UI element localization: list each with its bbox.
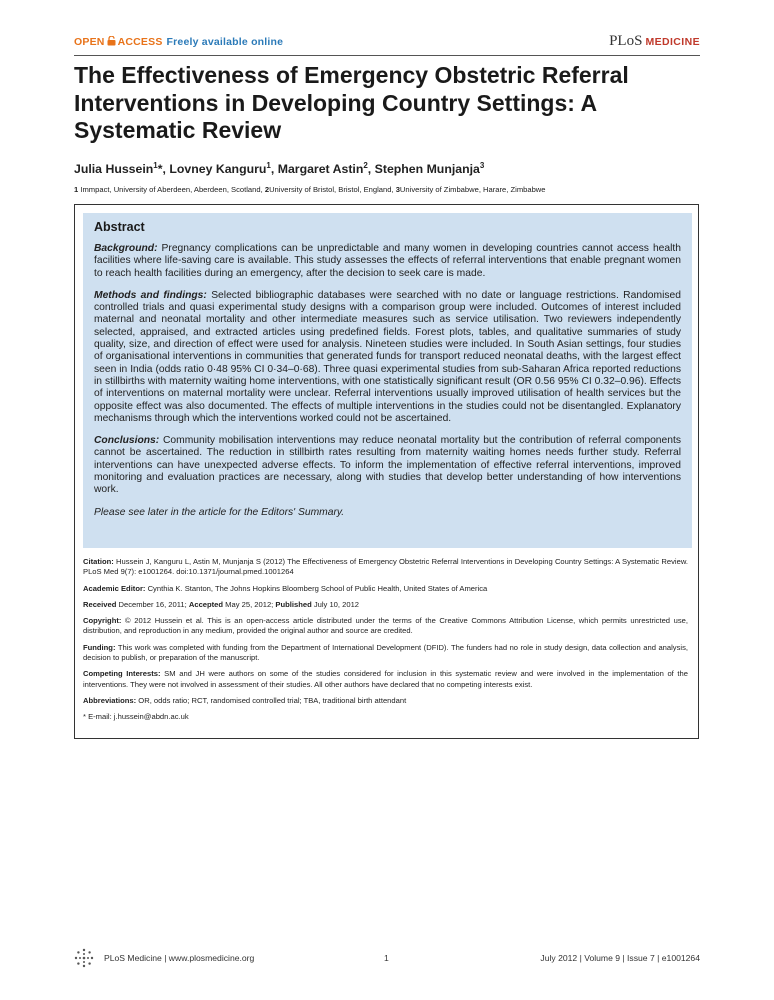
citation: Citation: Hussein J, Kanguru L, Astin M, Munjanja S (2012) The Effectiveness of Emergency Obstetric Referral Interventions in Developing Country Settings: A Systematic Review. PLoS Med 9(7): e1001264. doi:10.1371/journal.pmed.1001264: [83, 557, 688, 577]
abstract-methods: Methods and findings: Selected bibliographic databases were searched with no date or language restrictions. Randomised controlled trials and quasi experimental study designs with a comparison group were included. Outcomes of interest included maternal and neonatal mortality and other intermediate measures such as service utilisation. Two reviewers independently selected, appraised, and extracted articles using predefined fields. Forest plots, tables, and qualitative summaries of study quality, size, and direction of effect were used for analysis. Nineteen studies were included. In South Asian settings, four studies of organisational interventions in communities that generated funds for transport reduced neonatal deaths, with the largest effect seen in India (odds ratio 0·48 95% CI 0·34–0·68). Three quasi experimental studies from sub-Saharan Africa reported reductions in stillbirths with maternity waiting home interventions, with one statistically significant result (OR 0.56 95% CI 0.32–0.96). Effects of interventions on maternal mortality were unclear. Referral interventions usually improved utilisation of health services but the opposite effect was also documented. The effects of multiple interventions in the studies could not be disentangled. Explanatory mechanisms through which the interventions worked could not be ascertained.: [94, 289, 681, 424]
journal-plos: PLoS: [609, 33, 643, 49]
page-footer: [74, 948, 700, 968]
academic-editor: Academic Editor: Cynthia K. Stanton, The Johns Hopkins Bloomberg School of Public Health, United States of America: [83, 583, 488, 593]
footer-issue: July 2012 | Volume 9 | Issue 7 | e1001264: [540, 953, 700, 963]
author-3: Margaret Astin$^2$,: [277, 161, 375, 177]
abstract-box: [83, 213, 692, 548]
freely-available-text: Freely available online: [166, 36, 284, 48]
open-lock-icon: [107, 36, 116, 46]
editors-summary-note: Please see later in the article for the Editors' Summary.: [94, 506, 345, 518]
dates: Received December 16, 2011; Accepted May 25, 2012; Published July 10, 2012: [83, 599, 360, 609]
competing-interests: Competing Interests: SM and JH were authors on some of the studies considered for inclusion in this systematic review and were involved in the implementation of the interventions. They were not involved in assessment of their studies. All other authors have declared that no competing interests exist.: [83, 669, 688, 689]
affiliations: 1 Immpact, University of Aberdeen, Aberdeen, Scotland, 2University of Bristol, Bristol, England, 3University of Zimbabwe, Harare, Zimbabwe: [74, 185, 546, 194]
footer-page-number: 1: [384, 953, 389, 963]
author-2: Lovney Kanguru$^1$,: [169, 161, 278, 177]
author-4: Stephen Munjanja$^3$: [374, 161, 485, 177]
plos-dots-logo-icon: [74, 948, 94, 968]
abbreviations: Abbreviations: OR, odds ratio; RCT, randomised controlled trial; TBA, traditional birth attendant: [83, 695, 407, 705]
open-access-label: [74, 36, 283, 48]
copyright: Copyright: © 2012 Hussein et al. This is an open-access article distributed under the terms of the Creative Commons Attribution License, which permits unrestricted use, distribution, and reproduction in any medium, provided the original author and source are credited.: [83, 616, 688, 636]
author-1: Julia Hussein$^1$*,: [74, 161, 170, 177]
article-title: The Effectiveness of Emergency Obstetric Referral Interventions in Developing Country Settings: A Systematic Review: [74, 62, 629, 143]
journal-logo: [609, 33, 700, 50]
abstract-conclusions: Conclusions: Community mobilisation interventions may reduce neonatal mortality but the contribution of referral components cannot be ascertained. The reduction in stillbirth rates resulting from maternity waiting homes needs further study. Referral interventions can have unexpected adverse effects. To inform the implementation of effective referral interventions, improved monitoring and evaluation practices are necessary, along with studies that develop better understanding of how interventions work.: [94, 435, 681, 496]
header-rule: [74, 55, 700, 56]
header-bar: [74, 33, 700, 52]
open-text: OPEN: [74, 36, 105, 48]
abstract-heading: Abstract: [94, 220, 145, 234]
footer-journal: PLoS Medicine | www.plosmedicine.org: [104, 953, 255, 963]
abstract-background: Background: Pregnancy complications can be unpredictable and many women in developing countries cannot access health facilities where life-saving care is available. This study assesses the effects of referral interventions that enable pregnant women to reach health facilities during an emergency, after the decision to seek care is made.: [94, 243, 681, 279]
access-text: ACCESS: [117, 36, 163, 48]
author-list: [74, 161, 484, 176]
article-metadata: [83, 557, 688, 729]
funding: Funding: This work was completed with funding from the Department of International Development (DFID). The funders had no role in study design, data collection and analysis, decision to publish, or preparation of the manuscript.: [83, 642, 688, 663]
email: * E-mail: j.hussein@abdn.ac.uk: [83, 712, 189, 722]
journal-medicine: MEDICINE: [645, 36, 700, 48]
